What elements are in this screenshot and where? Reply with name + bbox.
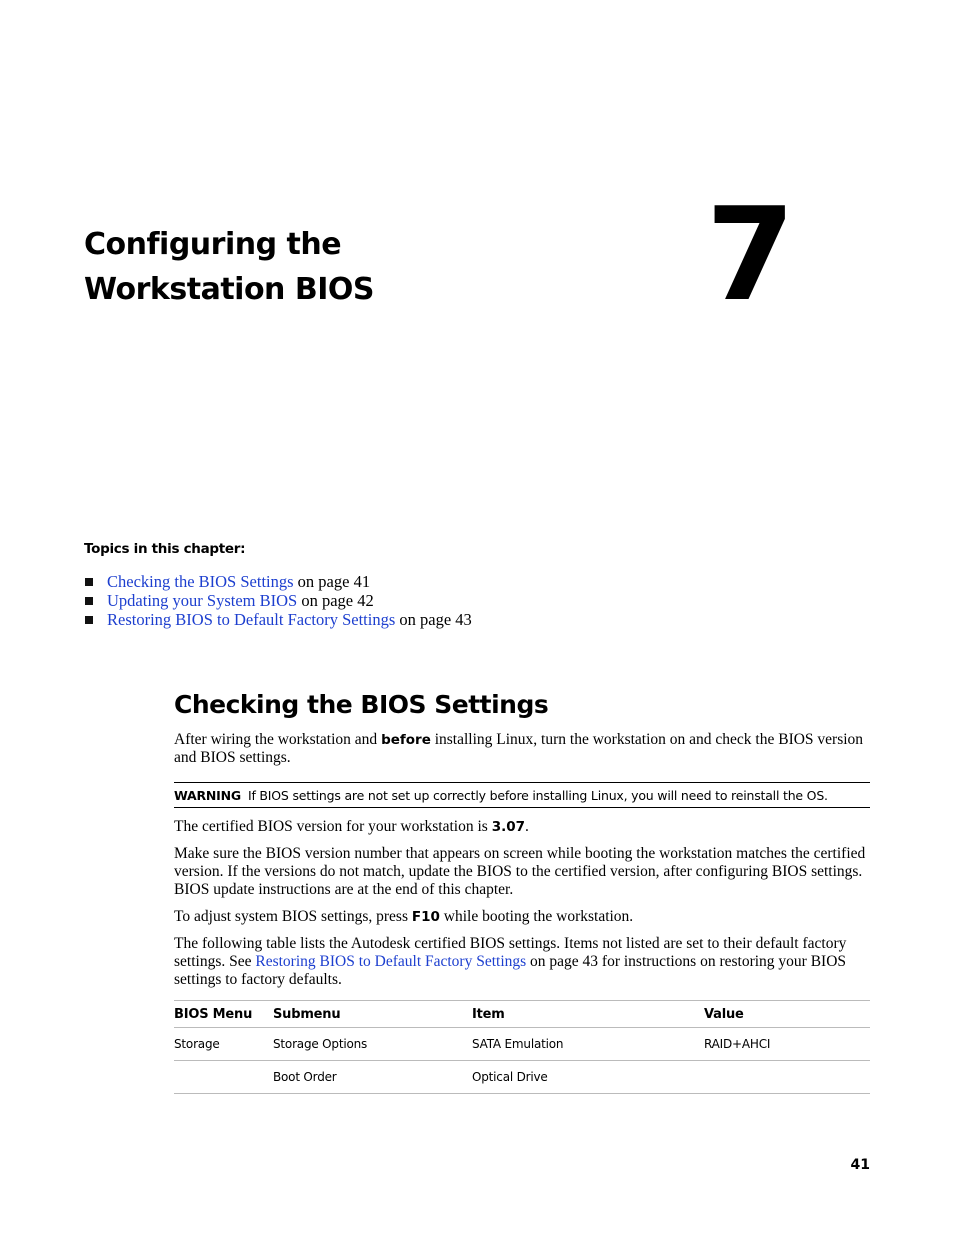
warning-note (174, 782, 870, 808)
table-cell (704, 1061, 870, 1094)
restoring-bios-link[interactable]: Restoring BIOS to Default Factory Settings (255, 953, 527, 970)
topic-link-updating[interactable]: Updating your System BIOS (107, 591, 298, 610)
warning-label: WARNING (174, 787, 241, 803)
square-bullet-icon (85, 578, 93, 586)
column-header-item: Item (472, 1001, 704, 1028)
table-cell: Storage Options (273, 1028, 472, 1061)
square-bullet-icon (85, 597, 93, 605)
topic-item (84, 610, 472, 629)
certified-text-end: . (525, 818, 529, 835)
bios-settings-table (174, 1000, 870, 1094)
intro-paragraph (174, 731, 871, 767)
warning-text: If BIOS settings are not set up correctly before installing Linux, you will need to reinstall the OS. (247, 787, 828, 803)
table-cell: Optical Drive (472, 1061, 704, 1094)
adjust-text-start: To adjust system BIOS settings, press (174, 908, 412, 925)
intro-text-end: installing Linux, turn the workstation on and check the BIOS version and BIOS settings. (174, 731, 864, 766)
column-header-submenu: Submenu (273, 1001, 472, 1028)
page-number: 41 (850, 1157, 870, 1173)
topic-link-restoring[interactable]: Restoring BIOS to Default Factory Settings (107, 610, 396, 629)
certified-text-start: The certified BIOS version for your workstation is (174, 818, 492, 835)
adjust-settings-paragraph (174, 908, 871, 926)
topic-item (84, 572, 472, 591)
table-header-row (174, 1001, 870, 1028)
table-row (174, 1028, 870, 1061)
table-cell: Boot Order (273, 1061, 472, 1094)
topic-page-ref: on page 41 (293, 572, 371, 591)
chapter-title-line-2: Workstation BIOS (84, 272, 374, 307)
section-title: Checking the BIOS Settings (174, 690, 549, 719)
topic-page-ref: on page 43 (395, 610, 472, 629)
chapter-title (84, 222, 374, 312)
f10-key: F10 (411, 909, 440, 925)
topic-link-checking[interactable]: Checking the BIOS Settings (107, 572, 294, 591)
table-cell: Storage (174, 1028, 273, 1061)
table-row (174, 1061, 870, 1094)
topics-heading: Topics in this chapter: (84, 541, 246, 557)
intro-text-start: After wiring the workstation and (174, 731, 382, 748)
topics-list (84, 572, 472, 629)
column-header-bios-menu: BIOS Menu (174, 1001, 273, 1028)
chapter-title-line-1: Configuring the (84, 227, 342, 262)
column-header-value: Value (704, 1001, 870, 1028)
table-intro-paragraph (174, 935, 871, 989)
intro-bold: before (381, 732, 431, 748)
square-bullet-icon (85, 616, 93, 624)
table-cell (174, 1061, 273, 1094)
table-intro-text-start: The following table lists the Autodesk certified BIOS settings. Items not listed are set to their default factory settings. See (174, 935, 847, 970)
chapter-number: 7 (706, 181, 792, 330)
version-match-paragraph: Make sure the BIOS version number that appears on screen while booting the workstation matches the certified version. If the versions do not match, update the BIOS to the certified version, after configuring BIOS settings. BIOS update instructions are at the end of this chapter. (174, 845, 866, 898)
table-cell: SATA Emulation (472, 1028, 704, 1061)
topic-page-ref: on page 42 (297, 591, 374, 610)
certified-version-value: 3.07 (491, 819, 525, 835)
adjust-text-end: while booting the workstation. (439, 908, 634, 925)
certified-version-paragraph (174, 818, 871, 836)
table-cell: RAID+AHCI (704, 1028, 870, 1061)
table-intro-text-end: on page 43 for instructions on restoring your BIOS settings to factory defaults. (174, 953, 847, 988)
topic-item (84, 591, 472, 610)
